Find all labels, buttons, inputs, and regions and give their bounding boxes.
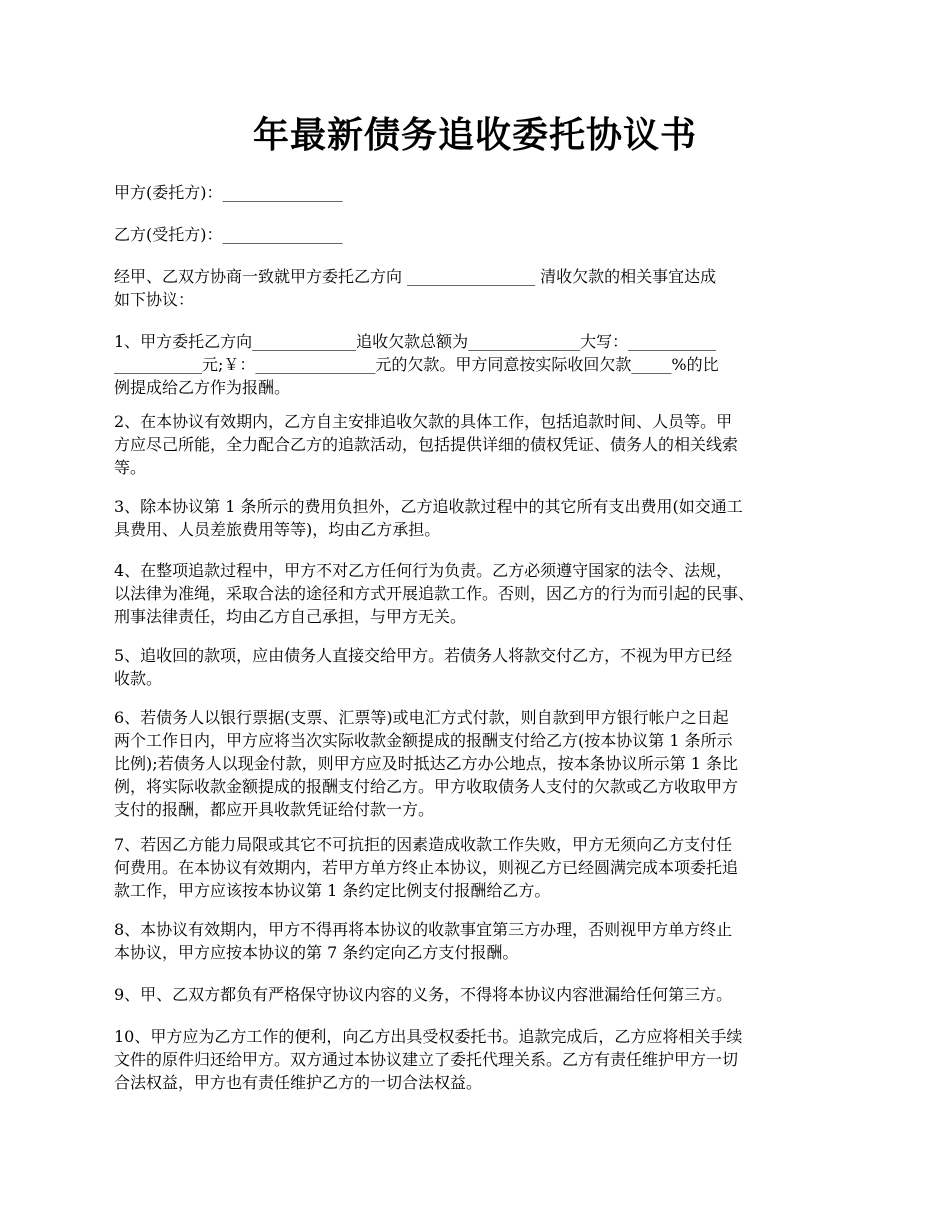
- document-title: 年最新债务追收委托协议书: [252, 115, 697, 156]
- text-line: 何费用。在本协议有效期内，若甲方单方终止本协议，则视乙方已经圆满完成本项委托追: [114, 858, 739, 877]
- text-line: 8、本协议有效期内，甲方不得再将本协议的收款事宜第三方办理，否则视甲方单方终止: [114, 920, 733, 939]
- text-line: 等。: [114, 458, 147, 477]
- text-line: 两个工作日内，甲方应将当次实际收款金额提成的报酬支付给乙方(按本协议第 1 条所示: [114, 731, 733, 750]
- text-line: 10、甲方应为乙方工作的便利，向乙方出具受权委托书。追款完成后，乙方应将相关手续: [114, 1027, 743, 1046]
- text-line: 6、若债务人以银行票据(支票、汇票等)或电汇方式付款，则自款到甲方银行帐户之日起: [114, 708, 729, 727]
- clause-6: [114, 706, 854, 821]
- party-a-line: 甲方(委托方)：_______________: [114, 183, 343, 202]
- text-line: 5、追收回的款项，应由债务人直接交给甲方。若债务人将款交付乙方，不视为甲方已经: [114, 646, 733, 665]
- text-line: 款工作，甲方应该按本协议第 1 条约定比例支付报酬给乙方。: [114, 881, 551, 900]
- clause-7: [114, 833, 854, 902]
- text-line: 1、甲方委托乙方向_____________追收欠款总额为______________大写：___________: [114, 332, 717, 351]
- text-line: 文件的原件归还给甲方。双方通过本协议建立了委托代理关系。乙方有责任维护甲方一切: [114, 1050, 739, 1069]
- text-line: 7、若因乙方能力局限或其它不可抗拒的因素造成收款工作失败，甲方无须向乙方支付任: [114, 835, 733, 854]
- clause-8: [114, 918, 854, 964]
- text-line: 以法律为准绳，采取合法的途径和方式开展追款工作。否则，因乙方的行为而引起的民事、: [114, 584, 755, 603]
- text-line: 例提成给乙方作为报酬。: [114, 378, 291, 397]
- text-line: 4、在整项追款过程中，甲方不对乙方任何行为负责。乙方必须遵守国家的法令、法规，: [114, 561, 733, 580]
- text-line: 2、在本协议有效期内，乙方自主安排追收欠款的具体工作，包括追款时间、人员等。甲: [114, 412, 733, 431]
- text-line: 合法权益，甲方也有责任维护乙方的一切合法权益。: [114, 1073, 483, 1092]
- clause-4: [114, 559, 854, 628]
- text-line: 如下协议：: [114, 290, 195, 309]
- clause-1: [114, 330, 854, 399]
- clause-5: [114, 644, 854, 690]
- text-line: 支付的报酬，都应开具收款凭证给付款一方。: [114, 800, 435, 819]
- text-line: 收款。: [114, 669, 163, 688]
- text-line: 例，将实际收款金额提成的报酬支付给乙方。甲方收取债务人支付的欠款或乙方收取甲方: [114, 777, 739, 796]
- clause-9: [114, 983, 854, 1006]
- text-line: 9、甲、乙双方都负有严格保守协议内容的义务，不得将本协议内容泄漏给任何第三方。: [114, 985, 733, 1004]
- text-line: 比例);若债务人以现金付款，则甲方应及时抵达乙方办公地点，按本条协议所示第 1 条比: [114, 754, 738, 773]
- text-line: ___________元;￥：_______________元的欠款。甲方同意按实际收回欠款_____%的比: [114, 355, 719, 374]
- text-line: 本协议，甲方应按本协议的第 7 条约定向乙方支付报酬。: [114, 943, 519, 962]
- text-line: 刑事法律责任，均由乙方自己承担，与甲方无关。: [114, 607, 467, 626]
- text-line: 具费用、人员差旅费用等等)，均由乙方承担。: [114, 520, 441, 539]
- text-line: 方应尽己所能，全力配合乙方的追款活动，包括提供详细的债权凭证、债务人的相关线索: [114, 435, 739, 454]
- clause-2: [114, 410, 854, 479]
- text-line: 经甲、乙双方协商一致就甲方委托乙方向 ________________ 清收欠款的相关事宜达成: [114, 267, 717, 286]
- clause-10: [114, 1025, 854, 1094]
- intro-paragraph: [114, 265, 854, 311]
- clause-3: [114, 495, 854, 541]
- party-b-line: 乙方(受托方)：_______________: [114, 225, 343, 244]
- text-line: 3、除本协议第 1 条所示的费用负担外，乙方追收款过程中的其它所有支出费用(如交通工: [114, 497, 743, 516]
